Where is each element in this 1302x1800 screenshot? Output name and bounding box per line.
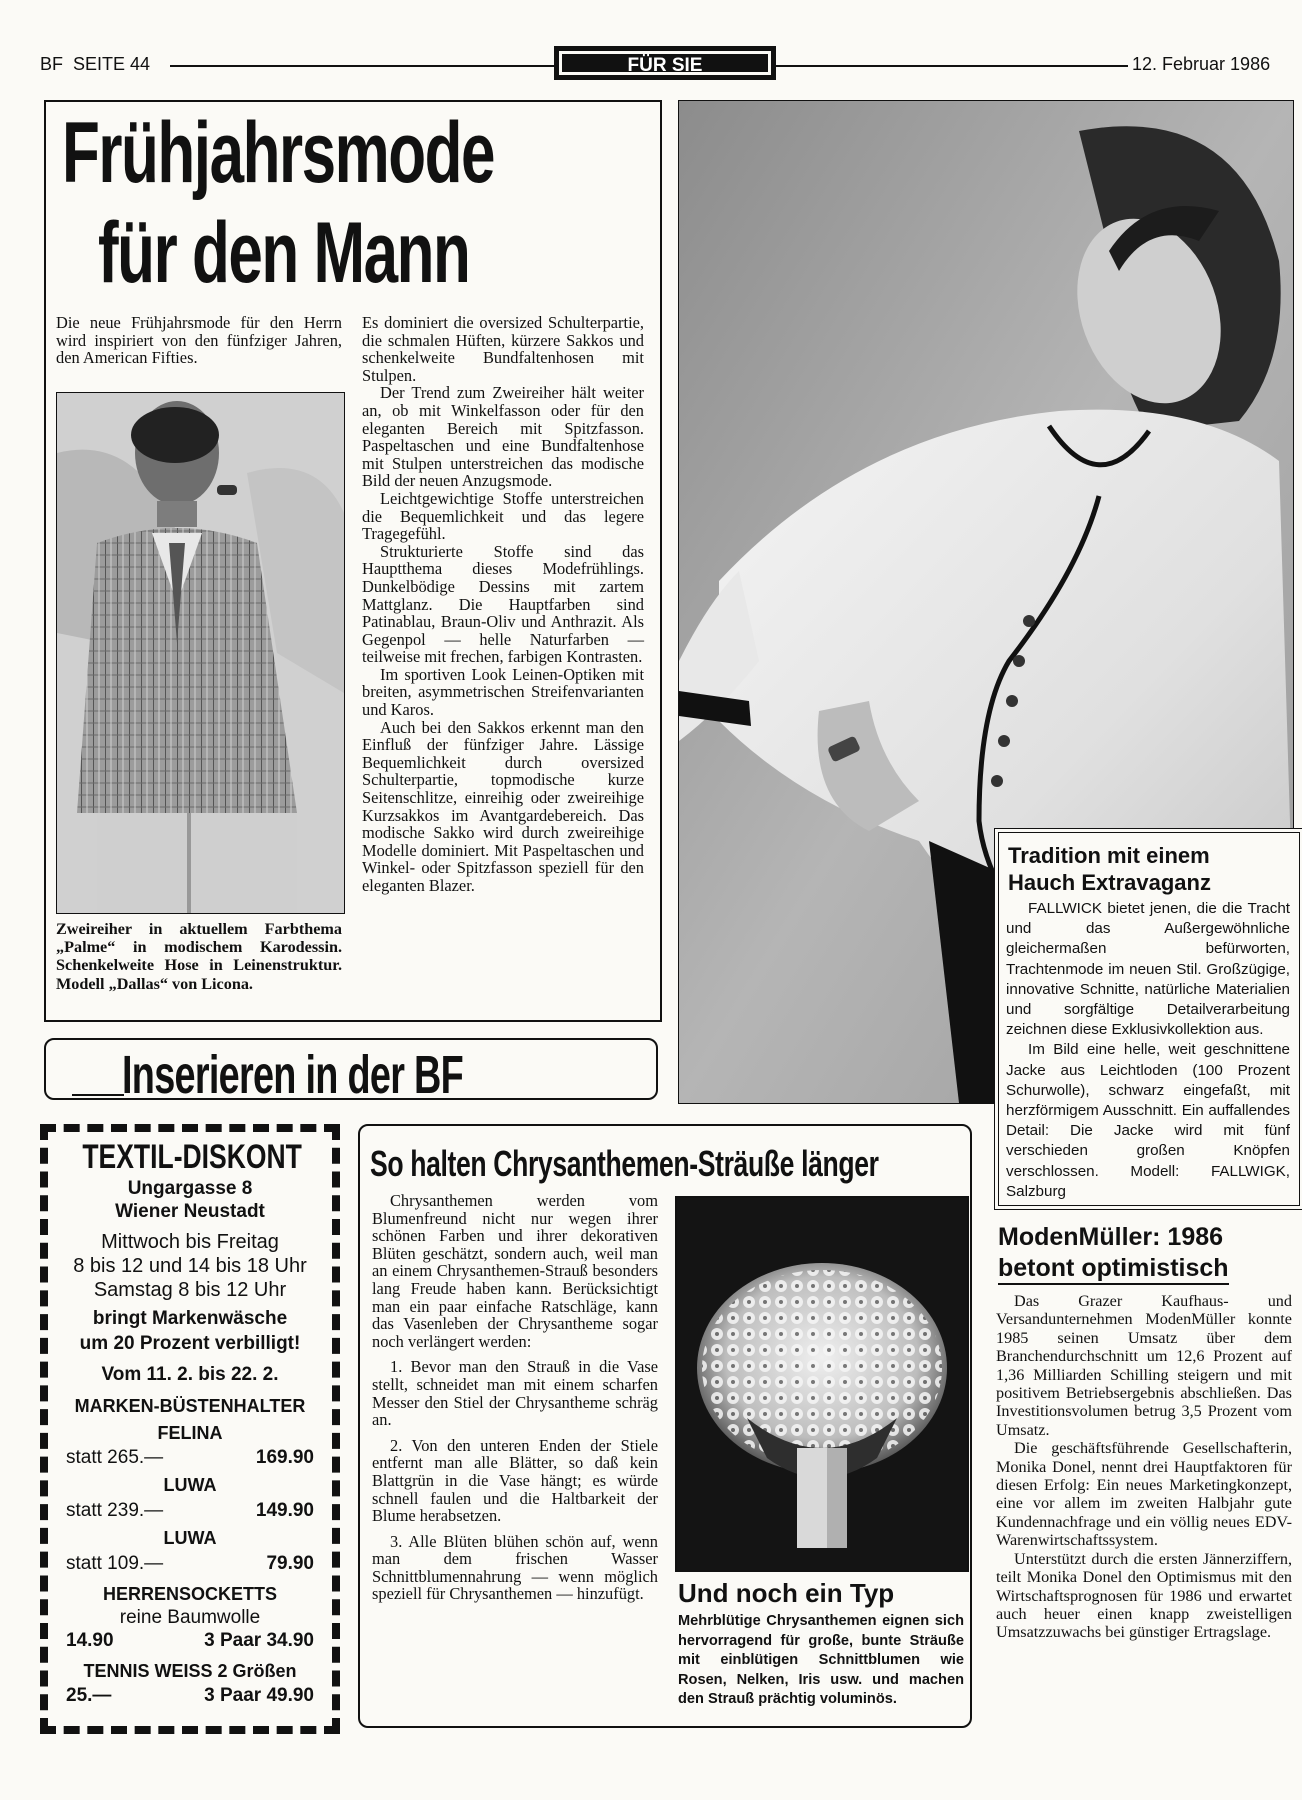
article-paragraph: Auch bei den Sakkos erkennt man den Einfluß der fünfziger Jahre. Lässige Bequemlichkeit durch oversized Schulterpartie, topmodische kurze Seitenschlitze, einreihig oder zweireihige Kurzsakkos im Avantgardebereich. Das modische Sakko wird durch zweireihige Modelle dominiert. Mit Paspeltaschen und Winkel- oder Spitzfasson speziell für den eleganten Blazer. bbox=[362, 717, 644, 895]
ad-content bbox=[52, 1136, 328, 1707]
ad-brand: FELINA bbox=[157, 1423, 223, 1443]
ad-brand: LUWA bbox=[163, 1475, 217, 1495]
page-date: 12. Februar 1986 bbox=[1132, 54, 1271, 74]
man-suit-illustration bbox=[57, 393, 344, 913]
ad-city: Wiener Neustadt bbox=[115, 1201, 265, 1222]
ad-store-name: TEXTIL-DISKONT bbox=[82, 1138, 302, 1176]
modenmueller-title-line1: ModenMüller: 1986 bbox=[998, 1223, 1224, 1251]
ad-period: Vom 11. 2. bis 22. 2. bbox=[101, 1364, 279, 1385]
flower-bouquet-illustration bbox=[677, 1198, 967, 1570]
chrysanthemum-body: Chrysanthemen werden vom Blumenfreund nicht nur wegen ihrer schönen Farben und ihrer dekorativen Blüten geschätzt, sondern auch, weil man an einem Chrysanthemen-Strauß besonders lang Freude haben kann. Berücksichtigt man ein paar einfache Ratschläge, kann das Vasenleben der Chrysantheme sogar noch verlängert werden: 1. Bevor man den Strauß in die Vase stellt, schneidet man mit einem scharfen Messer den Stiel der Chrysantheme schräg an. 2. Von den unteren Enden der Stiele entfernt man alle Blätter, so daß kein Blattgrün in die Vase hängt; es würde schnell faulen und die Haltbarkeit der Blume herabsetzen. 3. Alle Blüten blühen schön auf, wenn man dem frischen Wasser Schnittblumennahrung — wenn möglich speziell für Chrysanthemen — hinzufügt. bbox=[372, 1191, 658, 1604]
article-paragraph: Leichtgewichtige Stoffe unterstreichen die Bequemlichkeit und das legere Tragegefühl. bbox=[362, 488, 644, 544]
header-rule-right bbox=[774, 65, 1128, 67]
article-body bbox=[362, 314, 644, 895]
ad-promo: bringt Markenwäsche bbox=[92, 1308, 288, 1329]
ad-promo-discount: um 20 Prozent verbilligt! bbox=[79, 1333, 301, 1354]
ad-socks-sub: reine Baumwolle bbox=[119, 1607, 261, 1628]
ad-street: Ungargasse 8 bbox=[127, 1178, 253, 1199]
ad-brand: LUWA bbox=[163, 1528, 217, 1548]
section-label: FÜR SIE bbox=[556, 48, 774, 78]
subarticle-title: Und noch ein Typ bbox=[678, 1578, 895, 1608]
tradition-title-line2: Hauch Extravaganz bbox=[1008, 870, 1211, 895]
header-rule-left bbox=[170, 65, 556, 67]
ad-price-row: statt 265.— 169.90 bbox=[66, 1447, 314, 1468]
ad-price-row: statt 239.— 149.90 bbox=[66, 1500, 314, 1521]
ad-tennis-title: TENNIS WEISS 2 Größen bbox=[83, 1661, 297, 1681]
photo-caption: Zweireiher in aktuellem Farbthema „Palme“ in modischem Karodessin. Schenkelweite Hose in Leinenstruktur. Modell „Dallas“ von Licona. bbox=[56, 920, 342, 993]
article-paragraph: Es dominiert die oversized Schulterpartie, die schmalen Hüften, kürzere Sakkos und schenkelweite Bundfaltenhosen mit Stulpen. bbox=[362, 313, 644, 385]
man-suit-photo bbox=[56, 392, 345, 914]
chrysanthemum-title: So halten Chrysanthemen-Sträuße länger bbox=[370, 1143, 879, 1184]
tradition-title-line1: Tradition mit einem bbox=[1008, 843, 1210, 868]
article-paragraph: Strukturierte Stoffe sind das Hauptthema dieses Modefrühlings. Dunkelbödige Dessins mit zartem Mattglanz. Die Hauptfarben sind Patinablau, Braun-Oliv und Anthrazit. Als Gegenpol — helle Naturfarben — teilweise mit frechen, farbigen Kontrasten. bbox=[362, 541, 644, 667]
ad-hours-saturday: Samstag 8 bis 12 Uhr bbox=[93, 1279, 287, 1301]
ad-socks-prices: 14.90 3 Paar 34.90 bbox=[66, 1630, 314, 1651]
ad-hours-times: 8 bis 12 und 14 bis 18 Uhr bbox=[73, 1255, 307, 1277]
tradition-body: FALLWICK bietet jenen, die die Tracht und das Außergewöhnliche gleichermaßen befürworten, Trachtenmode im neuen Stil. Großzügige, innovative Schnitte, natürliche Materialien und sorgfältige Detailverarbeitung zeichnen diese Exklusivkollektion aus. Im Bild eine helle, weit geschnittene Jacke aus Leichtloden (100 Prozent Schurwolle), schwarz eingefaßt, mit herzförmigem Ausschnitt. Ein auffallendes Detail: Die Jacke wird mit fünf verschieden großen Knöpfen verschlossen. Modell: FALLWIGK, Salzburg bbox=[1006, 900, 1290, 1200]
article-title-line2: für den Mann bbox=[98, 205, 470, 301]
article-paragraph: Der Trend zum Zweireiher hält weiter an, ob mit Winkelfasson oder für den eleganten Bereich mit Spitzfasson. Paspeltaschen und eine Bundfaltenhose mit Stulpen unterstreichen das modische Bild der neuen Anzugsmode. bbox=[362, 383, 644, 491]
modenmueller-body: Das Grazer Kaufhaus- und Versandunternehmen ModenMüller konnte 1985 seinen Umsatz über dem Branchendurchschnitt um 12,6 Prozent auf 1,36 Milliarden Schilling steigern und mit positivem Betriebsergebnis abschließen. Das Investitionsvolumen betrug 3,5 Prozent vom Umsatz. Die geschäftsführende Gesellschafterin, Monika Donel, nennt drei Hauptfaktoren für diesen Erfolg: Ein neues Marketingkonzept, eine vor allem im zweiten Halbjahr gute Kundennachfrage und ein völlig neues EDV-Warenwirtschaftssystem. Unterstützt durch die ersten Jännerziffern, teilt Monika Donel den Optimismus mit den Wirtschaftsprognosen für 1986 und erwartet auch heuer einen knapp zweistelligen Umsatzzuwachs bei günstiger Ertragslage. bbox=[996, 1292, 1292, 1642]
article-paragraph: Im sportiven Look Leinen-Optiken mit breiten, asymmetrischen Streifenvarianten und Karos. bbox=[362, 664, 644, 720]
article-intro: Die neue Frühjahrsmode für den Herrn wird inspiriert von den fünfziger Jahren, den American Fifties. bbox=[56, 313, 342, 368]
ad-tennis-prices: 25.— 3 Paar 49.90 bbox=[66, 1685, 314, 1706]
article-title-line1: Frühjahrsmode bbox=[62, 105, 494, 201]
ad-category: MARKEN-BÜSTENHALTER bbox=[74, 1396, 306, 1416]
banner-text: Inserieren in der BF bbox=[122, 1045, 464, 1105]
ad-price-row: statt 109.— 79.90 bbox=[66, 1553, 314, 1574]
ad-socks-title: HERRENSOCKETTS bbox=[102, 1584, 277, 1604]
modenmueller-title-line2: betont optimistisch bbox=[998, 1253, 1229, 1285]
ad-hours-days: Mittwoch bis Freitag bbox=[101, 1231, 279, 1253]
subarticle-text: Mehrblütige Chrysanthemen eignen sich hervorragend für große, bunte Sträuße mit einblütigen Schnittblumen wie Rosen, Nelken, Iris usw. und machen den Strauß prächtig voluminös. bbox=[678, 1613, 964, 1708]
banner-underline bbox=[72, 1094, 124, 1096]
flower-bouquet-photo bbox=[675, 1196, 969, 1572]
page-header-left: BF SEITE 44 bbox=[40, 54, 151, 74]
